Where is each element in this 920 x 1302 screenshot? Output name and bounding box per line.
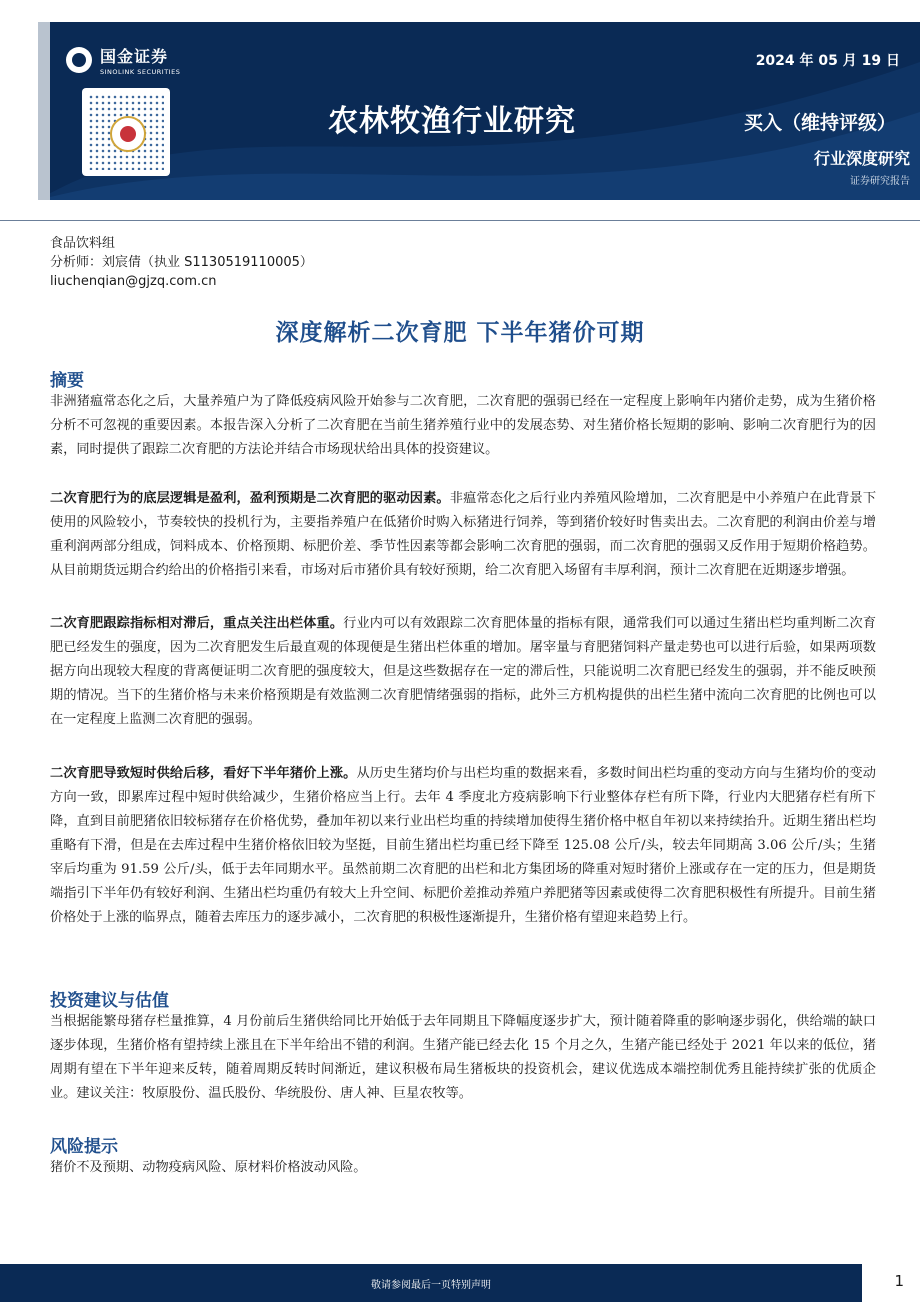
report-headline: 深度解析二次育肥 下半年猪价可期 xyxy=(275,320,645,346)
section-heading-summary: 摘要 xyxy=(50,371,84,391)
summary-paragraph-4-body: 从历史生猪均价与出栏均重的数据来看，多数时间出栏均重的变动方向与生猪均价的变动方向一致，即累库过程中短时供给减少，生猪价格应当上行。去年 4 季度北方疫病影响下行业整体存栏有所下降，行业内大肥猪存栏有所下降，直到目前肥猪依旧较标猪存在价格优势，叠加年初以来行业出栏均重的持续增加使得生猪价格中枢自年初以来持续抬升。近期生猪出栏均重略有下滑，但是在去库过程中生猪价格依旧较为坚挺，目前生猪出栏均重已经下降至 125.08 公斤/头，较去年同期高 3.06 公斤/头；生猪宰后均重为 91.59 公斤/头，低于去年同期水平。虽然前期二次育肥的出栏和北方集团场的降重对短时猪价上涨或存在一定的压力，但是期货端指引下半年仍有较好利润、生猪出栏均重仍有较大上升空间、标肥价差推动养殖户养肥猪等因素或使得二次育肥积极性有所提升。目前生猪价格处于上涨的临界点，随着去库压力的逐步减小，二次育肥的积极性逐渐提升，生猪价格有望迎来趋势上行。 xyxy=(50,766,876,925)
rating-badge: 买入（维持评级） xyxy=(743,112,896,134)
footer-disclaimer-link[interactable]: 敬请参阅最后一页特别声明 xyxy=(371,1280,491,1291)
analyst-name: 分析师：刘宸倩（执业 S1130519110005） xyxy=(50,255,313,270)
analyst-info xyxy=(50,234,313,291)
research-group: 食品饮料组 xyxy=(50,236,116,251)
summary-paragraph-3 xyxy=(50,612,876,732)
company-logo xyxy=(66,44,180,76)
banner-side-strip xyxy=(38,22,50,200)
logo-cn-text: 国金证券 xyxy=(100,47,169,66)
summary-paragraph-2-body: 非瘟常态化之后行业内养殖风险增加，二次育肥是中小养殖户在此背景下使用的风险较小，节奏较快的投机行为，主要指养殖户在低猪价时购入标猪进行饲养，等到猪价较好时售卖出去。二次育肥的利润由价差与增重利润两部分组成，饲料成本、价格预期、标肥价差、季节性因素等都会影响二次育肥的强弱，而二次育肥的强弱又反作用于短期价格趋势。从目前期货远期合约给出的价格指引来看，市场对后市猪价具有较好预期，给二次育肥入场留有丰厚利润，预计二次育肥在近期逐步增强。 xyxy=(50,491,877,578)
page-number: 1 xyxy=(894,1272,904,1290)
industry-title: 农林牧渔行业研究 xyxy=(328,104,576,139)
report-date: 2024 年 05 月 19 日 xyxy=(755,53,900,69)
logo-en-text: SINOLINK SECURITIES xyxy=(100,68,181,76)
investment-paragraph: 当根据能繁母猪存栏量推算，4 月份前后生猪供给同比开始低于去年同期且下降幅度逐步扩大，预计随着降重的影响逐步弱化，供给端的缺口逐步体现，生猪价格有望持续上涨且在下半年给出不错的利润。生猪产能已经去化 15 个月之久，生猪产能已经处于 2021 年以来的低位，猪周期有望在下半年迎来反转，随着周期反转时间渐近，建议积极布局生猪板块的投资机会，建议优选成本端控制优秀且能持续扩张的优质企业。建议关注：牧原股份、温氏股份、华统股份、唐人神、巨星农牧等。 xyxy=(50,1014,876,1101)
section-heading-risk: 风险提示 xyxy=(50,1137,118,1157)
summary-paragraph-4-lead: 二次育肥导致短时供给后移，看好下半年猪价上涨。 xyxy=(50,766,357,781)
summary-paragraph-3-lead: 二次育肥跟踪指标相对滞后，重点关注出栏体重。 xyxy=(50,616,344,631)
summary-paragraph-2-lead: 二次育肥行为的底层逻辑是盈利，盈利预期是二次育肥的驱动因素。 xyxy=(50,491,450,506)
header-divider xyxy=(0,220,920,221)
summary-paragraph-1: 非洲猪瘟常态化之后，大量养殖户为了降低疫病风险开始参与二次育肥，二次育肥的强弱已经在一定程度上影响年内猪价走势，成为生猪价格分析不可忽视的重要因素。本报告深入分析了二次育肥在当前生猪养殖行业中的发展态势、对生猪价格长短期的影响、影响二次育肥行为的因素，同时提供了跟踪二次育肥的方法论并结合市场现状给出具体的投资建议。 xyxy=(50,394,876,457)
risk-paragraph: 猪价不及预期、动物疫病风险、原材料价格波动风险。 xyxy=(50,1160,367,1175)
analyst-email[interactable]: liuchenqian@gjzq.com.cn xyxy=(50,274,217,289)
logo-icon xyxy=(66,47,92,73)
summary-paragraph-2 xyxy=(50,487,876,583)
qr-code-icon xyxy=(82,88,170,176)
qr-center-logo-icon xyxy=(110,116,146,152)
section-heading-investment: 投资建议与估值 xyxy=(50,991,169,1011)
report-type: 行业深度研究 xyxy=(813,149,910,168)
summary-paragraph-4 xyxy=(50,762,876,930)
report-subtitle: 证券研究报告 xyxy=(850,176,910,187)
summary-paragraph-3-body: 行业内可以有效跟踪二次育肥体量的指标有限，通常我们可以通过生猪出栏均重判断二次育肥已经发生的强度，因为二次育肥发生后最直观的体现便是生猪出栏体重的增加。屠宰量与育肥猪饲料产量走势也可以进行后验，如果两项数据方向出现较大程度的背离便证明二次育肥的强度较大，但是这些数据存在一定的滞后性，只能说明二次育肥已经发生的强弱，并不能反映预期的情况。当下的生猪价格与未来价格预期是有效监测二次育肥情绪强弱的指标，此外三方机构提供的出栏生猪中流向二次育肥的比例也可以在一定程度上监测二次育肥的强弱。 xyxy=(50,616,877,727)
